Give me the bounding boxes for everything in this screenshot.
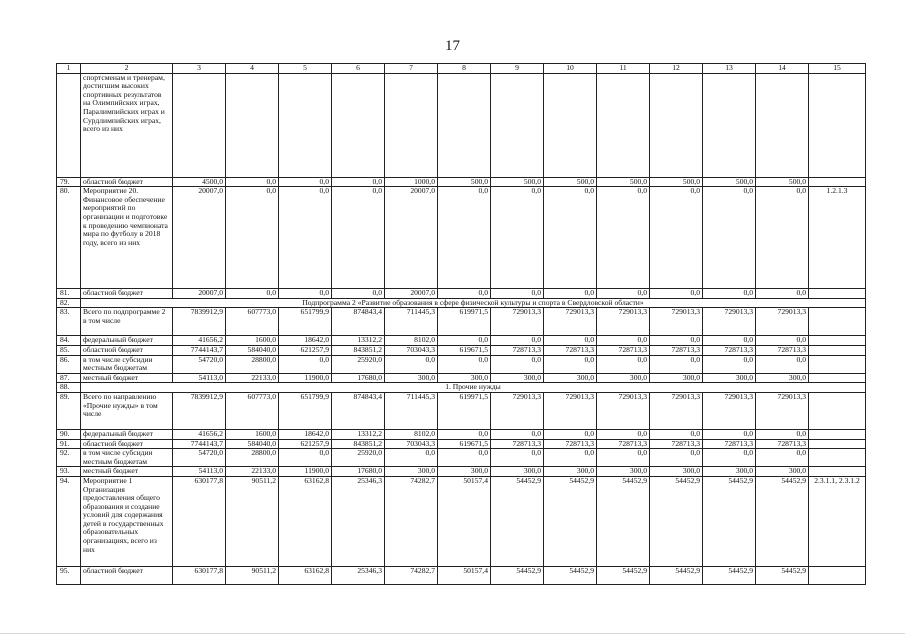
value-cell: 0,0	[703, 355, 756, 373]
value-cell: 7744143,7	[173, 439, 226, 449]
column-number: 10	[544, 64, 597, 74]
budget-table	[56, 63, 866, 585]
value-cell: 25346,3	[332, 476, 385, 566]
scan-edge-line	[0, 633, 905, 634]
value-cell: 0,0	[332, 289, 385, 299]
value-cell: 703043,3	[385, 439, 438, 449]
value-cell: 619671,5	[438, 439, 491, 449]
value-cell: 0,0	[650, 289, 703, 299]
value-cell: 20007,0	[173, 187, 226, 289]
value-cell: 500,0	[756, 177, 809, 187]
table-row	[57, 187, 866, 289]
row-number: 90.	[57, 429, 81, 439]
table-row	[57, 449, 866, 467]
value-cell: 13312,2	[332, 336, 385, 346]
value-cell: 874843,4	[332, 392, 385, 429]
table-row	[57, 289, 866, 299]
value-cell: 0,0	[703, 449, 756, 467]
value-cell: 50157,4	[438, 566, 491, 584]
value-cell: 0,0	[597, 449, 650, 467]
row-name: областной бюджет	[81, 345, 173, 355]
value-cell: 874843,4	[332, 308, 385, 336]
value-cell: 1000,0	[385, 177, 438, 187]
value-cell: 300,0	[544, 373, 597, 383]
value-cell: 0,0	[703, 336, 756, 346]
value-cell: 728713,3	[491, 345, 544, 355]
section-title: Подпрограмма 2 «Развитие образования в сфере физической культуры и спорта в Свердловской области»	[81, 298, 866, 308]
table-row	[57, 439, 866, 449]
value-cell: 63162,8	[279, 476, 332, 566]
table-row	[57, 73, 866, 177]
value-cell: 90511,2	[226, 566, 279, 584]
value-cell: 0,0	[385, 355, 438, 373]
row-number: 89.	[57, 392, 81, 429]
value-cell: 54452,9	[650, 476, 703, 566]
value-cell: 651799,9	[279, 308, 332, 336]
target-code	[809, 439, 866, 449]
value-cell: 54113,0	[173, 373, 226, 383]
value-cell	[173, 73, 226, 177]
value-cell: 0,0	[491, 429, 544, 439]
value-cell	[597, 73, 650, 177]
value-cell: 54452,9	[597, 476, 650, 566]
value-cell: 729013,3	[703, 308, 756, 336]
value-cell: 300,0	[385, 373, 438, 383]
value-cell: 50157,4	[438, 476, 491, 566]
value-cell: 300,0	[385, 467, 438, 477]
value-cell: 728713,3	[650, 439, 703, 449]
value-cell: 728713,3	[544, 439, 597, 449]
value-cell: 584040,0	[226, 439, 279, 449]
row-number: 81.	[57, 289, 81, 299]
column-number: 5	[279, 64, 332, 74]
value-cell: 0,0	[597, 289, 650, 299]
value-cell: 619971,5	[438, 308, 491, 336]
value-cell: 729013,3	[597, 308, 650, 336]
value-cell: 0,0	[438, 336, 491, 346]
value-cell: 11900,0	[279, 373, 332, 383]
value-cell: 0,0	[385, 449, 438, 467]
value-cell: 0,0	[438, 289, 491, 299]
value-cell: 25346,3	[332, 566, 385, 584]
column-number: 8	[438, 64, 491, 74]
target-code	[809, 177, 866, 187]
value-cell: 0,0	[438, 187, 491, 289]
value-cell: 22133,0	[226, 373, 279, 383]
value-cell: 17680,0	[332, 373, 385, 383]
value-cell: 0,0	[491, 355, 544, 373]
value-cell: 0,0	[756, 429, 809, 439]
row-number: 84.	[57, 336, 81, 346]
value-cell: 54452,9	[703, 566, 756, 584]
value-cell: 630177,8	[173, 476, 226, 566]
value-cell: 728713,3	[491, 439, 544, 449]
row-number: 85.	[57, 345, 81, 355]
row-name: областной бюджет	[81, 177, 173, 187]
row-name: в том числе субсидии местным бюджетам	[81, 355, 173, 373]
target-code: 2.3.1.1, 2.3.1.2	[809, 476, 866, 566]
value-cell: 0,0	[226, 289, 279, 299]
value-cell: 0,0	[491, 449, 544, 467]
value-cell: 54720,0	[173, 449, 226, 467]
section-title: 1. Прочие нужды	[81, 383, 866, 393]
value-cell: 54452,9	[597, 566, 650, 584]
value-cell	[703, 73, 756, 177]
value-cell: 729013,3	[756, 308, 809, 336]
row-number: 82.	[57, 298, 81, 308]
value-cell: 728713,3	[597, 345, 650, 355]
value-cell	[332, 73, 385, 177]
column-number: 1	[57, 64, 81, 74]
target-code	[809, 336, 866, 346]
value-cell: 843851,2	[332, 345, 385, 355]
value-cell	[756, 73, 809, 177]
value-cell: 0,0	[332, 187, 385, 289]
column-number: 15	[809, 64, 866, 74]
column-number-row	[57, 64, 866, 74]
target-code	[809, 308, 866, 336]
value-cell: 0,0	[226, 177, 279, 187]
row-number: 87.	[57, 373, 81, 383]
value-cell: 22133,0	[226, 467, 279, 477]
target-code	[809, 289, 866, 299]
row-name: Всего по направлению «Прочие нужды» в том числе	[81, 392, 173, 429]
value-cell	[279, 73, 332, 177]
value-cell: 711445,3	[385, 308, 438, 336]
table-row	[57, 177, 866, 187]
value-cell: 711445,3	[385, 392, 438, 429]
row-name: местный бюджет	[81, 467, 173, 477]
value-cell: 729013,3	[544, 392, 597, 429]
row-name: областной бюджет	[81, 289, 173, 299]
value-cell: 0,0	[544, 289, 597, 299]
value-cell: 11900,0	[279, 467, 332, 477]
value-cell	[544, 73, 597, 177]
row-number: 94.	[57, 476, 81, 566]
column-number: 14	[756, 64, 809, 74]
target-code	[809, 345, 866, 355]
value-cell: 25920,0	[332, 449, 385, 467]
value-cell: 0,0	[438, 355, 491, 373]
value-cell: 28800,0	[226, 355, 279, 373]
row-name: областной бюджет	[81, 439, 173, 449]
value-cell: 300,0	[438, 373, 491, 383]
value-cell: 0,0	[226, 187, 279, 289]
target-code	[809, 373, 866, 383]
value-cell: 728713,3	[597, 439, 650, 449]
value-cell	[385, 73, 438, 177]
row-number: 79.	[57, 177, 81, 187]
value-cell: 500,0	[438, 177, 491, 187]
table-row	[57, 392, 866, 429]
row-name: местный бюджет	[81, 373, 173, 383]
value-cell: 300,0	[491, 373, 544, 383]
value-cell: 0,0	[279, 289, 332, 299]
column-number: 9	[491, 64, 544, 74]
value-cell: 729013,3	[491, 308, 544, 336]
value-cell: 500,0	[491, 177, 544, 187]
row-number: 80.	[57, 187, 81, 289]
target-code: 1.2.1.3	[809, 187, 866, 289]
value-cell: 500,0	[703, 177, 756, 187]
row-name: Мероприятие 20. Финансовое обеспечение мероприятий по организации и подготовке к проведению чемпионата мира по футболу в 2018 году, всего из них	[81, 187, 173, 289]
value-cell: 8102,0	[385, 336, 438, 346]
column-number: 3	[173, 64, 226, 74]
value-cell: 500,0	[650, 177, 703, 187]
value-cell: 90511,2	[226, 476, 279, 566]
value-cell: 728713,3	[703, 439, 756, 449]
value-cell: 630177,8	[173, 566, 226, 584]
value-cell: 0,0	[279, 355, 332, 373]
value-cell: 7839912,9	[173, 308, 226, 336]
row-name: Всего по подпрограмме 2 в том числе	[81, 308, 173, 336]
value-cell: 728713,3	[650, 345, 703, 355]
row-name: Мероприятие 1 Организация предоставления общего образования и создание условий для содержания детей в государственных образовательных организациях, всего из них	[81, 476, 173, 566]
value-cell: 300,0	[756, 373, 809, 383]
value-cell: 584040,0	[226, 345, 279, 355]
value-cell: 621257,9	[279, 345, 332, 355]
target-code	[809, 392, 866, 429]
value-cell	[226, 73, 279, 177]
row-number	[57, 73, 81, 177]
value-cell: 74282,7	[385, 476, 438, 566]
value-cell: 0,0	[597, 355, 650, 373]
value-cell: 0,0	[756, 449, 809, 467]
value-cell: 74282,7	[385, 566, 438, 584]
row-name: федеральный бюджет	[81, 429, 173, 439]
value-cell: 0,0	[597, 336, 650, 346]
value-cell: 0,0	[438, 429, 491, 439]
row-name: в том числе субсидии местным бюджетам	[81, 449, 173, 467]
value-cell: 0,0	[544, 336, 597, 346]
table-row	[57, 467, 866, 477]
row-number: 88.	[57, 383, 81, 393]
table-row	[57, 298, 866, 308]
value-cell: 300,0	[756, 467, 809, 477]
value-cell: 7839912,9	[173, 392, 226, 429]
value-cell: 18642,0	[279, 429, 332, 439]
value-cell: 300,0	[597, 373, 650, 383]
table-row	[57, 345, 866, 355]
value-cell: 0,0	[703, 289, 756, 299]
budget-table-sheet	[56, 63, 866, 585]
target-code	[809, 467, 866, 477]
value-cell: 0,0	[703, 187, 756, 289]
table-row	[57, 566, 866, 584]
value-cell: 28800,0	[226, 449, 279, 467]
table-row	[57, 355, 866, 373]
value-cell: 54452,9	[703, 476, 756, 566]
value-cell: 729013,3	[756, 392, 809, 429]
column-number: 7	[385, 64, 438, 74]
table-row	[57, 429, 866, 439]
value-cell: 0,0	[756, 355, 809, 373]
value-cell: 729013,3	[650, 392, 703, 429]
value-cell: 0,0	[279, 187, 332, 289]
value-cell: 0,0	[650, 429, 703, 439]
value-cell: 20007,0	[385, 289, 438, 299]
value-cell: 20007,0	[385, 187, 438, 289]
value-cell	[650, 73, 703, 177]
value-cell: 621257,9	[279, 439, 332, 449]
table-row	[57, 476, 866, 566]
value-cell: 54452,9	[544, 566, 597, 584]
row-name: областной бюджет	[81, 566, 173, 584]
value-cell: 41656,2	[173, 429, 226, 439]
table-row	[57, 336, 866, 346]
value-cell: 703043,3	[385, 345, 438, 355]
value-cell: 0,0	[703, 429, 756, 439]
value-cell: 17680,0	[332, 467, 385, 477]
value-cell: 729013,3	[491, 392, 544, 429]
value-cell: 54452,9	[650, 566, 703, 584]
target-code	[809, 73, 866, 177]
value-cell: 54452,9	[756, 566, 809, 584]
value-cell: 728713,3	[544, 345, 597, 355]
column-number: 12	[650, 64, 703, 74]
column-number: 11	[597, 64, 650, 74]
value-cell: 25920,0	[332, 355, 385, 373]
value-cell: 63162,8	[279, 566, 332, 584]
column-number: 13	[703, 64, 756, 74]
value-cell: 729013,3	[703, 392, 756, 429]
value-cell: 0,0	[491, 336, 544, 346]
value-cell: 728713,3	[756, 345, 809, 355]
value-cell: 54720,0	[173, 355, 226, 373]
value-cell: 728713,3	[756, 439, 809, 449]
value-cell: 0,0	[756, 187, 809, 289]
value-cell: 54452,9	[756, 476, 809, 566]
value-cell: 729013,3	[597, 392, 650, 429]
value-cell: 0,0	[491, 289, 544, 299]
value-cell: 0,0	[544, 449, 597, 467]
value-cell: 54452,9	[544, 476, 597, 566]
value-cell: 300,0	[438, 467, 491, 477]
value-cell: 13312,2	[332, 429, 385, 439]
value-cell: 300,0	[703, 467, 756, 477]
value-cell: 619671,5	[438, 345, 491, 355]
row-number: 95.	[57, 566, 81, 584]
row-number: 91.	[57, 439, 81, 449]
value-cell: 300,0	[703, 373, 756, 383]
value-cell: 18642,0	[279, 336, 332, 346]
value-cell: 1600,0	[226, 429, 279, 439]
value-cell: 0,0	[491, 187, 544, 289]
value-cell	[491, 73, 544, 177]
value-cell: 0,0	[597, 429, 650, 439]
value-cell: 7744143,7	[173, 345, 226, 355]
value-cell: 619971,5	[438, 392, 491, 429]
value-cell: 0,0	[650, 336, 703, 346]
value-cell: 0,0	[650, 449, 703, 467]
value-cell: 0,0	[279, 449, 332, 467]
target-code	[809, 566, 866, 584]
target-code	[809, 429, 866, 439]
value-cell: 0,0	[544, 187, 597, 289]
value-cell	[438, 73, 491, 177]
page-number: 17	[445, 38, 460, 54]
value-cell: 500,0	[544, 177, 597, 187]
value-cell: 54113,0	[173, 467, 226, 477]
value-cell: 1600,0	[226, 336, 279, 346]
target-code	[809, 449, 866, 467]
value-cell: 607773,0	[226, 392, 279, 429]
row-name: федеральный бюджет	[81, 336, 173, 346]
value-cell: 729013,3	[650, 308, 703, 336]
value-cell: 729013,3	[544, 308, 597, 336]
row-name: спортсменам и тренерам, достигшим высоких спортивных результатов на Олимпийских играх, Паралимпийских играх и Сурдлимпийских играх, всего из них	[81, 73, 173, 177]
value-cell: 843851,2	[332, 439, 385, 449]
value-cell: 0,0	[544, 355, 597, 373]
value-cell: 0,0	[756, 336, 809, 346]
value-cell: 0,0	[756, 289, 809, 299]
value-cell: 300,0	[544, 467, 597, 477]
value-cell: 8102,0	[385, 429, 438, 439]
value-cell: 4500,0	[173, 177, 226, 187]
row-number: 83.	[57, 308, 81, 336]
value-cell: 300,0	[597, 467, 650, 477]
value-cell: 607773,0	[226, 308, 279, 336]
value-cell: 300,0	[650, 373, 703, 383]
column-number: 4	[226, 64, 279, 74]
table-row	[57, 308, 866, 336]
value-cell: 20007,0	[173, 289, 226, 299]
value-cell: 300,0	[650, 467, 703, 477]
value-cell: 0,0	[332, 177, 385, 187]
column-number: 2	[81, 64, 173, 74]
value-cell: 300,0	[491, 467, 544, 477]
value-cell: 0,0	[544, 429, 597, 439]
value-cell: 0,0	[597, 187, 650, 289]
value-cell: 651799,9	[279, 392, 332, 429]
value-cell: 0,0	[438, 449, 491, 467]
value-cell: 0,0	[279, 177, 332, 187]
row-number: 92.	[57, 449, 81, 467]
value-cell: 728713,3	[703, 345, 756, 355]
column-number: 6	[332, 64, 385, 74]
target-code	[809, 355, 866, 373]
value-cell: 41656,2	[173, 336, 226, 346]
row-number: 86.	[57, 355, 81, 373]
row-number: 93.	[57, 467, 81, 477]
value-cell: 0,0	[650, 187, 703, 289]
value-cell: 54452,9	[491, 476, 544, 566]
table-row	[57, 383, 866, 393]
value-cell: 0,0	[650, 355, 703, 373]
value-cell: 54452,9	[491, 566, 544, 584]
table-row	[57, 373, 866, 383]
value-cell: 500,0	[597, 177, 650, 187]
